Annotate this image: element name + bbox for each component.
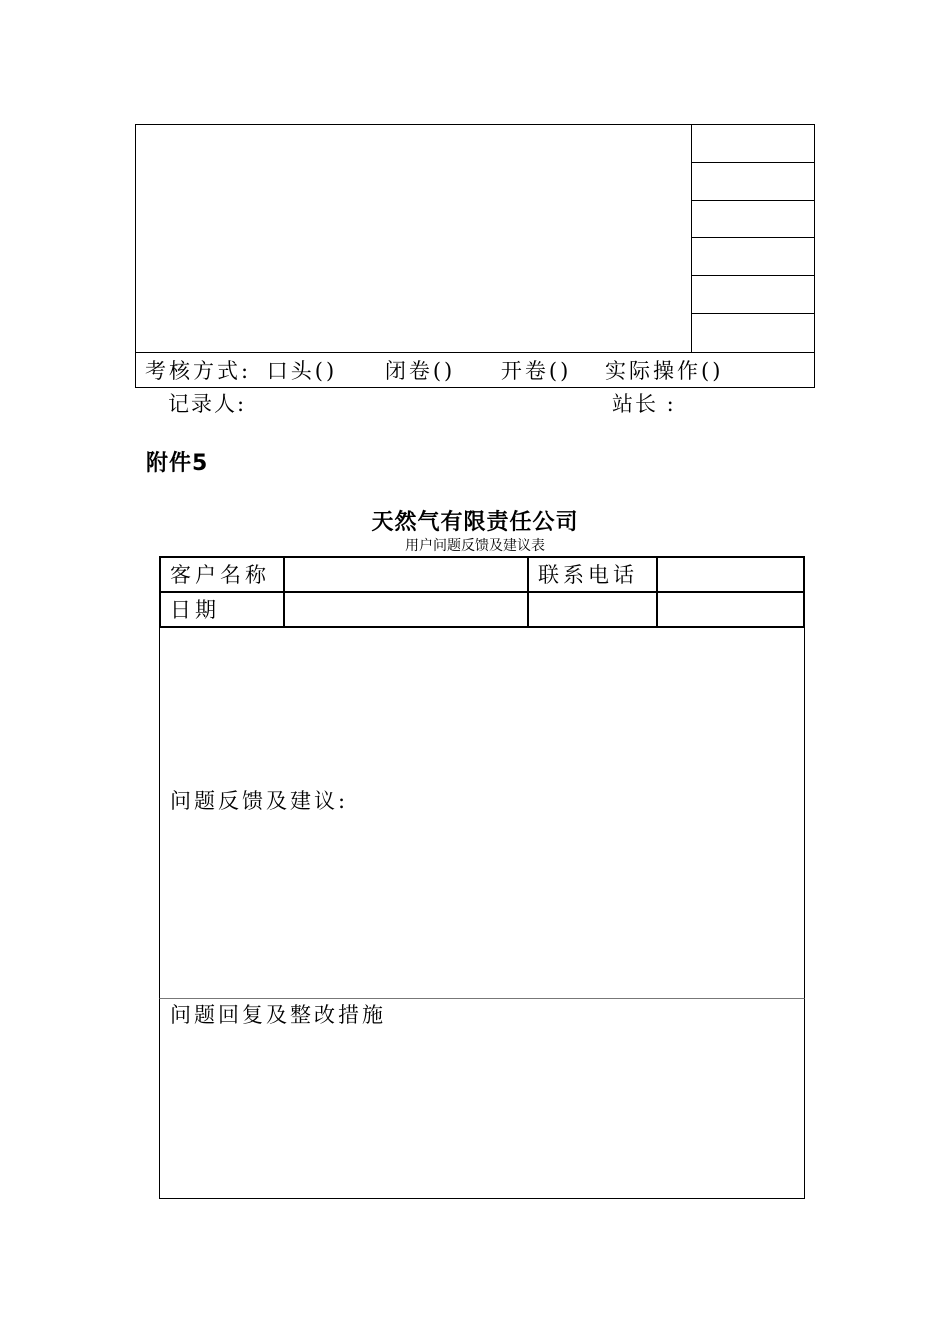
assessment-content-area [136,125,692,352]
option-practical: 实际操作() [605,359,724,383]
form-subtitle: 用户问题反馈及建议表 [405,538,545,554]
feedback-form [159,556,805,1199]
date-label: 日期 [170,598,220,622]
company-title: 天然气有限责任公司 [371,509,579,535]
blank-cell[interactable] [656,591,805,628]
blank-cell[interactable] [527,591,656,628]
option-open-book: 开卷() [500,359,572,383]
feedback-label: 问题反馈及建议: [170,789,349,813]
feedback-area[interactable] [159,628,805,999]
score-cell [692,201,814,239]
phone-field[interactable] [656,556,805,593]
phone-label: 联系电话 [538,563,638,587]
reply-area[interactable] [159,999,805,1199]
recorder-label: 记录人: [168,392,247,416]
attachment-label: 附件5 [146,451,209,476]
score-cell [692,125,814,163]
assessment-method-label: 考核方式: [145,359,252,383]
option-closed-book: 闭卷() [384,359,456,383]
customer-name-label: 客户名称 [170,563,270,587]
date-label-cell [159,591,283,628]
date-field[interactable] [283,591,527,628]
customer-name-field[interactable] [283,556,527,593]
score-cell [692,163,814,201]
stationmaster-label: 站长 : [612,392,676,416]
score-cell [692,238,814,276]
option-oral: 口头() [266,359,338,383]
assessment-method-row [136,352,814,388]
phone-label-cell [527,556,656,593]
score-cell [692,314,814,352]
assessment-table [135,124,815,388]
reply-label: 问题回复及整改措施 [170,1003,386,1027]
assessment-score-column [692,125,814,352]
score-cell [692,276,814,314]
customer-name-label-cell [159,556,283,593]
